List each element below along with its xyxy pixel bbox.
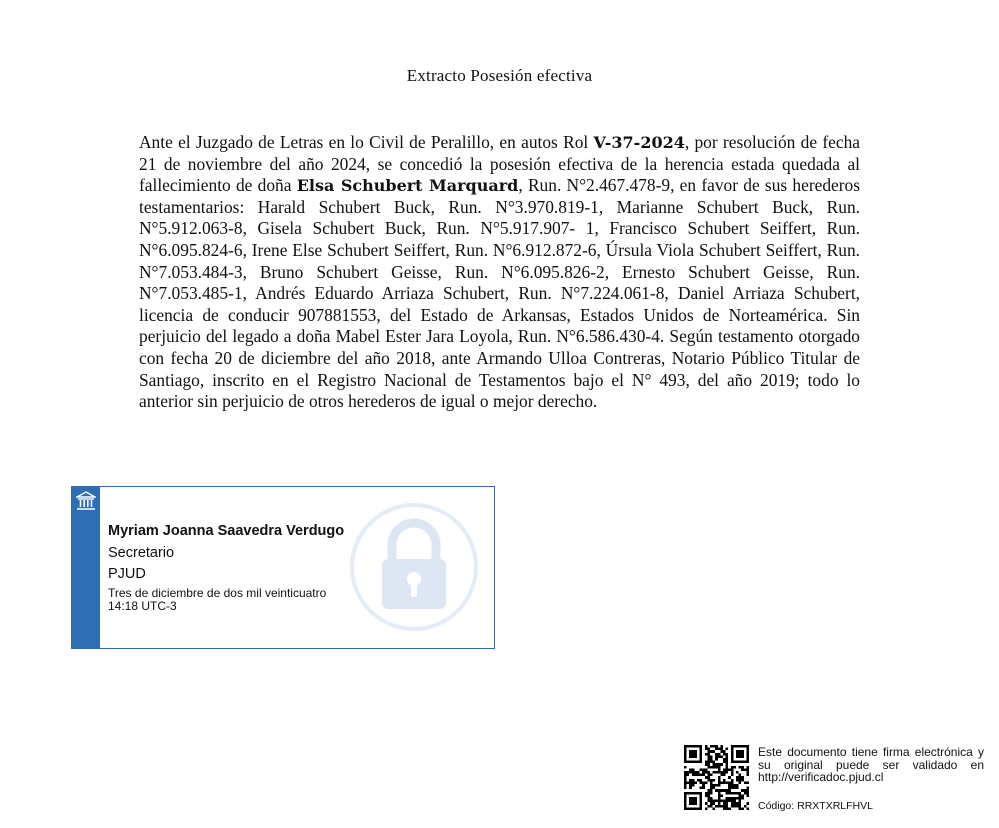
deceased-name: Elsa Schubert Marquard xyxy=(296,176,519,196)
signature-details xyxy=(108,523,344,613)
body-text-part: Ante el Juzgado de Letras en lo Civil de Peralillo, en autos Rol xyxy=(139,132,594,152)
signature-date: Tres de diciembre de dos mil veinticuatro xyxy=(108,586,327,600)
qr-code xyxy=(684,745,749,810)
signature-time: 14:18 UTC-3 xyxy=(108,599,177,613)
document-title: Extracto Posesión efectiva xyxy=(406,66,593,85)
body-text-part: , Run. N°2.467.478-9, en favor de sus herederos testamentarios: Harald Schubert Buck, Run. N°3.970.819-1, Marianne Schubert Buck, Run. N°5.912.063-8, Gisela Schubert Buck, Run. N°5.917.907- 1, Francisco Schubert Seiffert, Run. N°6.095.824-6, Irene Else Schubert Seiffert, Run. N°6.912.872-6, Úrsula Viola Schubert Seiffert, Run. N°7.053.484-3, Bruno Schubert Geisse, Run. N°6.095.826-2, Ernesto Schubert Geisse, Run. N°7.053.485-1, Andrés Eduardo Arriaza Schubert, Run. N°7.224.061-8, Daniel Arriaza Schubert, licencia de conducir 907881553, del Estado de Arkansas, Estados Unidos de Norteamérica. Sin perjuicio del legado a doña Mabel Ester Jara Loyola, Run. N°6.586.430-4. Según testamento otorgado con fecha 20 de diciembre del año 2018, ante Armando Ulloa Contreras, Notario Público Titular de Santiago, inscrito en el Registro Nacional de Testamentos bajo el N° 493, del año 2019; todo lo anterior sin perjuicio de otros herederos de igual o mejor derecho. xyxy=(139,175,861,412)
verification-notice: Este documento tiene firma electrónica y su original puede ser validado en http://verificadoc.pjud.cl xyxy=(758,745,984,784)
signature-stamp xyxy=(71,486,495,649)
lock-icon xyxy=(348,501,480,633)
verification-code: Código: RRXTXRLFHVL xyxy=(758,800,873,812)
body-text-part: , por resolución de fecha 21 de noviembre del año 2024, se concedió la posesión efectiva de la herencia estada quedada al fallecimiento de doña xyxy=(139,132,860,196)
signature-accent-bar xyxy=(72,487,100,648)
bank-icon xyxy=(76,491,96,511)
signer-organization: PJUD xyxy=(108,566,146,582)
signer-role: Secretario xyxy=(108,545,175,561)
document-body xyxy=(139,132,860,413)
signer-name: Myriam Joanna Saavedra Verdugo xyxy=(108,523,345,539)
case-number: V-37-2024 xyxy=(593,133,685,152)
